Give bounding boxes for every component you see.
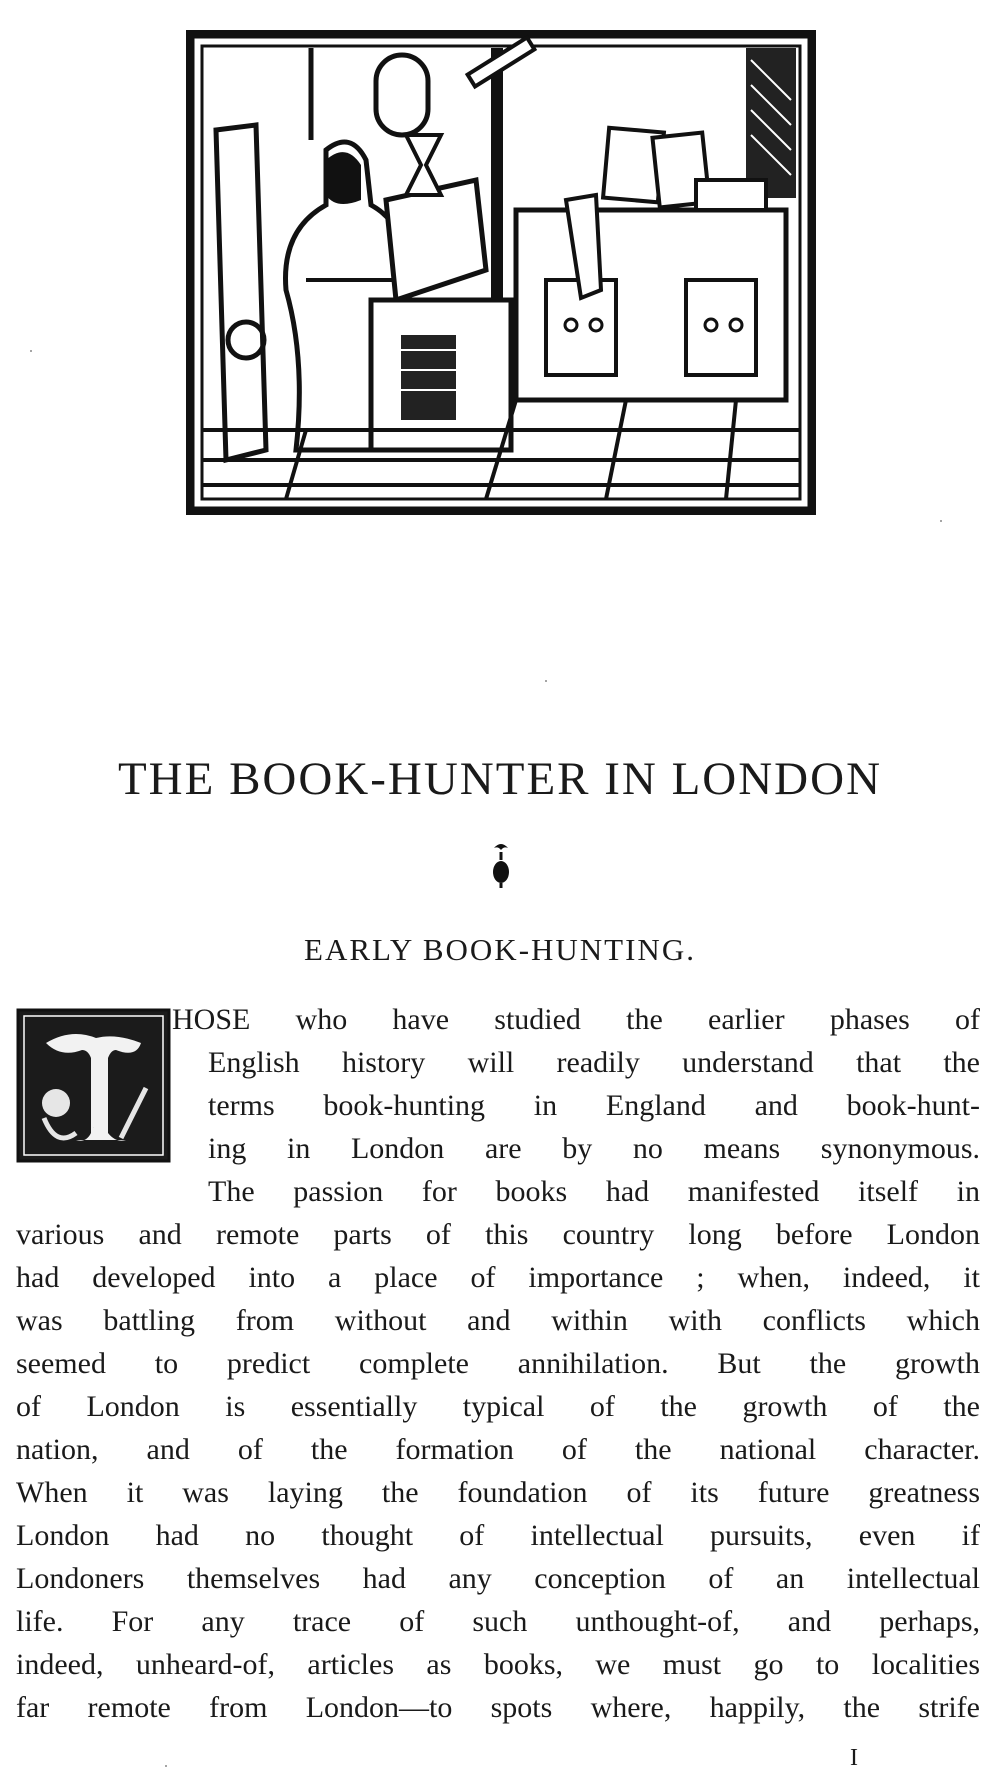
svg-text:T: T	[92, 1128, 94, 1129]
text-line: various and remote parts of this country long before London	[16, 1218, 980, 1251]
text-line: had developed into a place of importance ; when, indeed, it	[16, 1261, 980, 1294]
section-heading: EARLY BOOK-HUNTING.	[304, 932, 696, 967]
text-line: ing in London are by no means synonymous.	[208, 1132, 980, 1165]
paper-speck	[165, 1765, 167, 1767]
page-number: I	[850, 1745, 858, 1771]
paper-speck	[545, 680, 547, 682]
text-line: nation, and of the formation of the national character.	[16, 1433, 980, 1466]
page-title: THE BOOK-HUNTER IN LONDON	[117, 753, 883, 805]
text-line: terms book-hunting in England and book-hunt-	[208, 1089, 980, 1122]
text-line: The passion for books had manifested itself in	[208, 1175, 980, 1208]
text-line: far remote from London—to spots where, happily, the strife	[16, 1691, 980, 1724]
text-line: HOSE who have studied the earlier phases of	[172, 1003, 980, 1036]
text-line: seemed to predict complete annihilation. But the growth	[16, 1347, 980, 1380]
decorated-drop-cap	[16, 1008, 171, 1163]
text-line: When it was laying the foundation of its future greatness	[16, 1476, 980, 1509]
text-line: life. For any trace of such unthought-of, and perhaps,	[16, 1605, 980, 1638]
paper-speck	[940, 520, 942, 522]
text-line: was battling from without and within with conflicts which	[16, 1304, 980, 1337]
text-line: Londoners themselves had any conception of an intellectual	[16, 1562, 980, 1595]
text-line: London had no thought of intellectual pursuits, even if	[16, 1519, 980, 1552]
text-line: of London is essentially typical of the growth of the	[16, 1390, 980, 1423]
fleuron-ornament-icon	[484, 840, 518, 888]
woodcut-illustration	[186, 30, 816, 515]
text-line: indeed, unheard-of, articles as books, we must go to localities	[16, 1648, 980, 1681]
scribe-woodcut-svg	[186, 30, 816, 515]
paper-speck	[30, 350, 32, 352]
text-line: English history will readily understand that the	[208, 1046, 980, 1079]
